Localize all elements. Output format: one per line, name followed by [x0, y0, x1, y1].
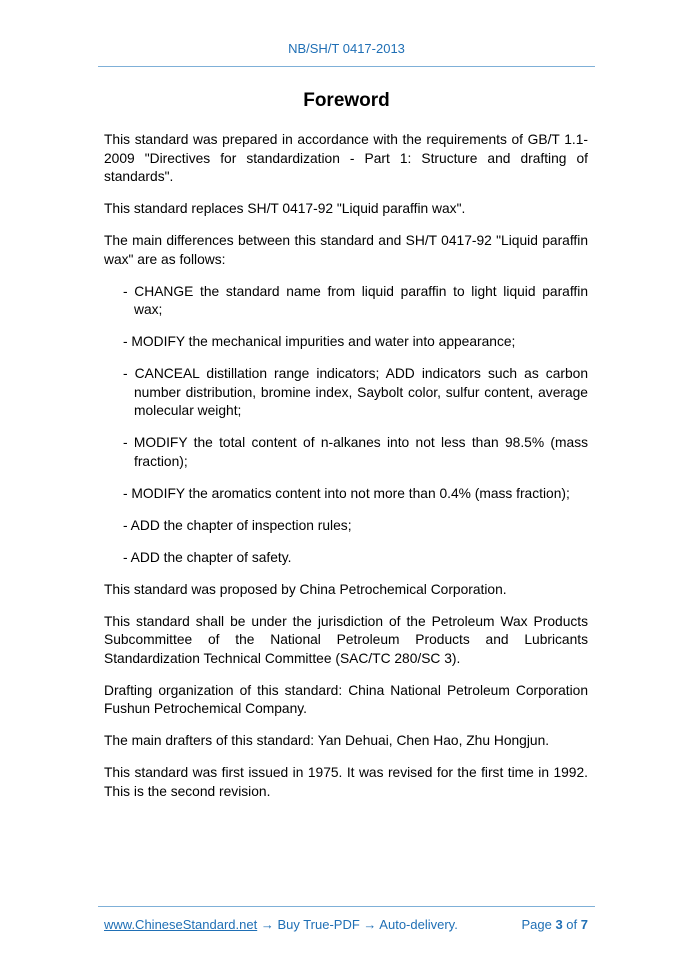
document-code: NB/SH/T 0417-2013 [288, 41, 405, 56]
change-list-item: - MODIFY the total content of n-alkanes into not less than 98.5% (mass fraction); [123, 435, 588, 469]
footer-promo [104, 917, 458, 932]
paragraph: This standard was proposed by China Petrochemical Corporation. [104, 581, 507, 597]
paragraph: Drafting organization of this standard: China National Petroleum Corporation Fushun Petrochemical Company. [104, 682, 588, 716]
page-indicator [521, 917, 588, 932]
change-list-item: - ADD the chapter of inspection rules; [123, 517, 352, 533]
footer-tagline: → Buy True-PDF → Auto-delivery. [260, 917, 458, 932]
change-list-item: - CANCEAL distillation range indicators; ADD indicators such as carbon number distribution, bromine index, Saybolt color, sulfur content, average molecular weight; [123, 366, 588, 418]
paragraph: This standard replaces SH/T 0417-92 "Liquid paraffin wax". [104, 201, 466, 216]
page-current: 3 [555, 917, 563, 932]
header-divider [98, 66, 595, 67]
website-link[interactable]: www.ChineseStandard.net [104, 917, 258, 932]
page-total: 7 [580, 917, 588, 932]
page-title: Foreword [303, 90, 390, 111]
paragraph: This standard shall be under the jurisdiction of the Petroleum Wax Products Subcommittee of the National Petroleum Products and Lubricants Standardization Technical Committee (SAC/TC 280/SC 3). [104, 613, 588, 666]
page-label: Page [521, 917, 552, 932]
paragraph: The main differences between this standard and SH/T 0417-92 "Liquid paraffin wax" are as follows: [104, 233, 588, 267]
change-list-item: - MODIFY the aromatics content into not more than 0.4% (mass fraction); [123, 485, 570, 501]
paragraph: The main drafters of this standard: Yan Dehuai, Chen Hao, Zhu Hongjun. [104, 733, 550, 748]
footer-divider [98, 906, 595, 907]
paragraph: This standard was prepared in accordance with the requirements of GB/T 1.1-2009 "Directives for standardization - Part 1: Structure and drafting of standards". [104, 132, 588, 184]
document-body [104, 131, 588, 815]
change-list-item: - CHANGE the standard name from liquid paraffin to light liquid paraffin wax; [123, 283, 588, 317]
change-list-item: - MODIFY the mechanical impurities and water into appearance; [123, 334, 516, 349]
page-of-label: of [566, 917, 578, 932]
paragraph: This standard was first issued in 1975. It was revised for the first time in 1992. This is the second revision. [104, 765, 588, 799]
change-list-item: - ADD the chapter of safety. [123, 549, 292, 565]
